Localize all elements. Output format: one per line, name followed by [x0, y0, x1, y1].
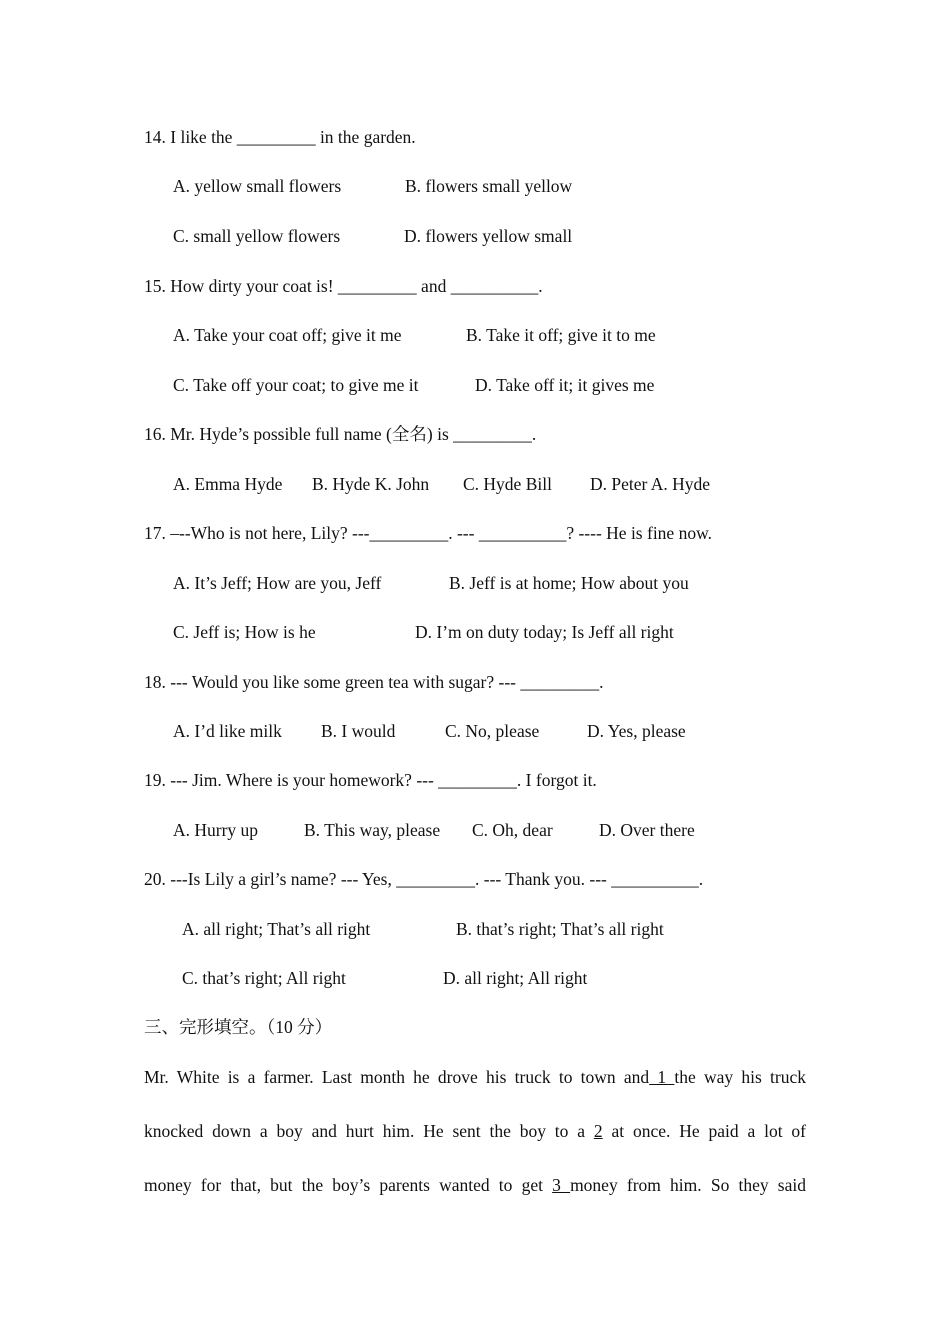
- question-20-option-c[interactable]: C. that’s right; All right: [182, 968, 346, 988]
- question-18-option-d[interactable]: D. Yes, please: [587, 721, 686, 741]
- blank-2[interactable]: 2: [593, 1121, 603, 1141]
- passage-line-3: [144, 1174, 806, 1196]
- question-15-option-a[interactable]: A. Take your coat off; give it me: [173, 325, 402, 345]
- question-17-option-a[interactable]: A. It’s Jeff; How are you, Jeff: [173, 573, 382, 593]
- question-19-option-a[interactable]: A. Hurry up: [173, 820, 259, 840]
- question-16-option-b[interactable]: B. Hyde K. John: [312, 474, 430, 494]
- passage-text: money for that, but the boy’s parents wanted to get: [144, 1175, 553, 1195]
- question-19-option-d[interactable]: D. Over there: [599, 820, 695, 840]
- question-20-stem: 20. ---Is Lily a girl’s name? --- Yes, _________. --- Thank you. --- __________.: [144, 869, 704, 889]
- question-17-option-b[interactable]: B. Jeff is at home; How about you: [449, 573, 689, 593]
- question-15-option-d[interactable]: D. Take off it; it gives me: [475, 375, 655, 395]
- question-18-option-c[interactable]: C. No, please: [445, 721, 540, 741]
- question-17-option-d[interactable]: D. I’m on duty today; Is Jeff all right: [415, 622, 674, 642]
- passage-line-2: [144, 1120, 806, 1142]
- question-16-option-d[interactable]: D. Peter A. Hyde: [590, 474, 711, 494]
- question-16-option-c[interactable]: C. Hyde Bill: [463, 474, 552, 494]
- question-15-option-c[interactable]: C. Take off your coat; to give me it: [173, 375, 419, 395]
- question-17-option-c[interactable]: C. Jeff is; How is he: [173, 622, 316, 642]
- passage-text: money from him. So they said: [570, 1175, 806, 1195]
- question-14-option-b[interactable]: B. flowers small yellow: [405, 176, 573, 196]
- question-15-option-b[interactable]: B. Take it off; give it to me: [466, 325, 656, 345]
- question-19-option-b[interactable]: B. This way, please: [304, 820, 441, 840]
- question-20-option-a[interactable]: A. all right; That’s all right: [182, 919, 371, 939]
- question-20-option-d[interactable]: D. all right; All right: [443, 968, 588, 988]
- question-18-option-a[interactable]: A. I’d like milk: [173, 721, 282, 741]
- section-title: 三、完形填空。（10 分）: [144, 1017, 333, 1037]
- passage-line-1: [144, 1066, 806, 1088]
- question-19-option-c[interactable]: C. Oh, dear: [472, 820, 553, 840]
- question-15-stem: 15. How dirty your coat is! _________ and __________.: [144, 276, 543, 296]
- blank-1[interactable]: 1: [649, 1067, 675, 1087]
- question-18-stem: 18. --- Would you like some green tea with sugar? --- _________.: [144, 672, 604, 692]
- question-14-stem: 14. I like the _________ in the garden.: [144, 127, 416, 147]
- question-20-option-b[interactable]: B. that’s right; That’s all right: [456, 919, 664, 939]
- passage-text: at once. He paid a lot of: [602, 1121, 806, 1141]
- question-14-option-a[interactable]: A. yellow small flowers: [173, 176, 342, 196]
- passage-text: knocked down a boy and hurt him. He sent the boy to a: [144, 1121, 594, 1141]
- blank-3[interactable]: 3: [552, 1175, 571, 1195]
- question-14-option-c[interactable]: C. small yellow flowers: [173, 226, 341, 246]
- question-16-option-a[interactable]: A. Emma Hyde: [173, 474, 283, 494]
- question-19-stem: 19. --- Jim. Where is your homework? --- _________. I forgot it.: [144, 770, 597, 790]
- question-14-option-d[interactable]: D. flowers yellow small: [404, 226, 573, 246]
- passage-text: Mr. White is a farmer. Last month he drove his truck to town and: [144, 1067, 650, 1087]
- question-16-stem: 16. Mr. Hyde’s possible full name (全名) is _________.: [144, 424, 537, 444]
- question-18-option-b[interactable]: B. I would: [321, 721, 396, 741]
- passage-text: the way his truck: [674, 1067, 807, 1087]
- question-17-stem: 17. –--Who is not here, Lily? ---_________. --- __________? ---- He is fine now.: [144, 523, 712, 543]
